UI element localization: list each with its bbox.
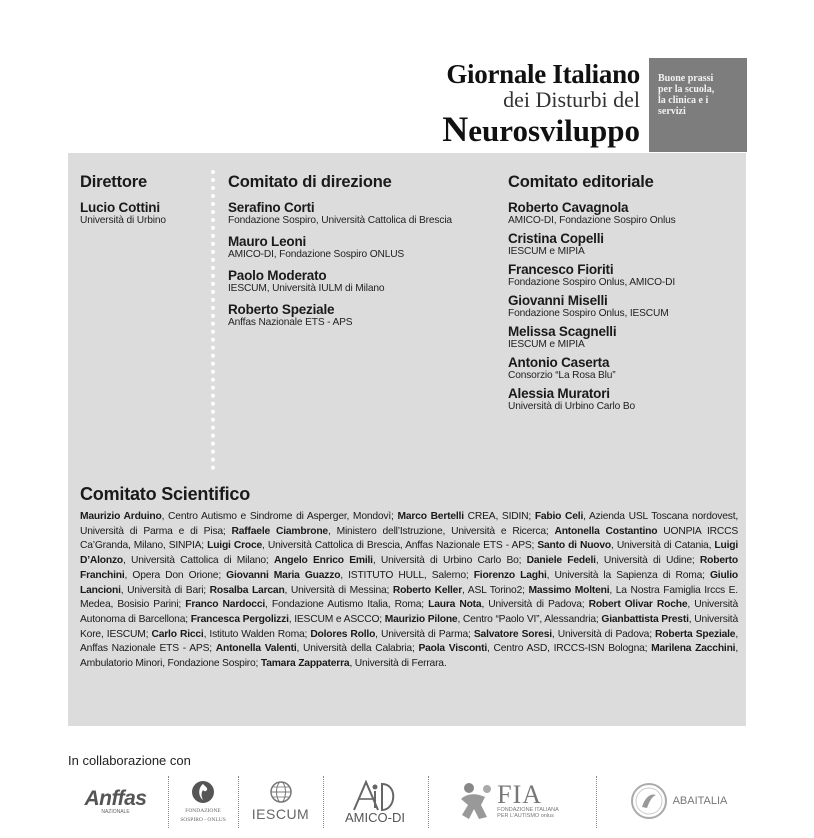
anffas-subtitle: NAZIONALE xyxy=(101,809,130,815)
comitato-editoriale-heading: Comitato editoriale xyxy=(508,173,654,191)
scientific-member-affiliation: , ISTITUTO HULL, Salerno; xyxy=(340,569,474,581)
person-name: Francesco Fioriti xyxy=(508,262,614,277)
masthead-line-3-rest: eurosviluppo xyxy=(468,113,640,148)
person-affiliation: Università di Urbino xyxy=(80,215,166,226)
tagline-line: Buone prassi xyxy=(658,73,714,84)
scientific-member-affiliation: UONPIA IRCCS Ca’Granda, Milano, SINPIA; xyxy=(80,525,739,552)
scientific-member-affiliation: , Università Cattolica di Brescia, Anffas Nazionale ETS - APS; xyxy=(262,540,538,552)
scientific-member-affiliation: , Centro “Paolo VI”, Alessandria; xyxy=(457,613,602,625)
person-affiliation: Anffas Nazionale ETS - APS xyxy=(228,317,353,328)
scientific-member-affiliation: , Università Kore, IESCUM; xyxy=(80,613,738,640)
scientific-member-name: Marco Bertelli xyxy=(397,511,464,522)
fia-puzzle-figure-icon xyxy=(457,779,497,823)
fia-caption-2: PER L'AUTISMO onlus xyxy=(497,813,554,819)
logo-separator xyxy=(596,776,597,828)
journal-masthead xyxy=(400,60,640,148)
sospiro-caption-1: FONDAZIONE xyxy=(185,808,221,814)
comitato-direzione-column xyxy=(228,172,498,336)
scientific-member-name: Tamara Zappaterra xyxy=(260,658,350,670)
scientific-member-name: Santo di Nuovo xyxy=(537,540,612,552)
scientific-member-name: Angelo Enrico Emili xyxy=(273,555,373,567)
person-entry xyxy=(508,355,740,382)
person-name: Antonio Caserta xyxy=(508,355,610,370)
scientific-member-name: Roberto Franchini xyxy=(80,555,738,581)
scientific-member-affiliation: , Ministero dell’Istruzione, Università e Ricerca; xyxy=(327,525,555,537)
scientific-member-name: Luigi D’Alonzo xyxy=(80,540,738,567)
scientific-member-name: Antonella Costantino xyxy=(554,525,658,537)
anffas-wordmark: Anffas xyxy=(84,787,147,810)
person-entry xyxy=(508,262,740,289)
scientific-member-name: Dolores Rollo xyxy=(310,628,376,640)
comitato-direzione-heading: Comitato di direzione xyxy=(228,173,392,191)
comitato-scientifico-heading: Comitato Scientifico xyxy=(80,484,251,504)
person-entry xyxy=(228,200,498,227)
comitato-scientifico-list xyxy=(80,510,738,672)
scientific-member-affiliation: , ASL Torino2; xyxy=(462,584,529,596)
masthead-initial: N xyxy=(442,109,469,149)
scientific-member-name: Francesca Pergolizzi xyxy=(190,613,289,625)
masthead-line-3 xyxy=(400,109,640,149)
iescum-wordmark: IESCUM xyxy=(251,806,310,822)
person-entry xyxy=(508,386,740,413)
person-name: Lucio Cottini xyxy=(80,200,160,215)
scientific-member-affiliation: , Università Autonoma di Barcellona; xyxy=(80,599,738,625)
logo-separator xyxy=(168,776,169,828)
scientific-member-name: Paola Visconti xyxy=(418,643,488,655)
scientific-member-affiliation: , Università di Udine; xyxy=(595,555,700,567)
scientific-member-name: Maurizio Arduino xyxy=(80,511,162,522)
anffas-logo xyxy=(68,770,163,832)
scientific-member-affiliation: , Istituto Walden Roma; xyxy=(203,628,311,640)
iescum-logo xyxy=(243,770,318,832)
fia-caption-1: FONDAZIONE ITALIANA xyxy=(497,807,559,813)
person-affiliation: Fondazione Sospiro, Università Cattolica di Brescia xyxy=(228,215,452,226)
person-entry xyxy=(228,234,498,261)
scientific-member-name: Salvatore Soresi xyxy=(473,628,552,640)
scientific-member-affiliation: , Università di Parma; xyxy=(375,628,474,640)
scientific-member-name: Rosalba Larcan xyxy=(209,584,285,596)
scientific-member-affiliation: , Centro ASD, IRCCS-ISN Bologna; xyxy=(487,643,652,655)
amico-di-logo xyxy=(330,770,420,832)
scientific-member-affiliation: , IESCUM e ASCCO; xyxy=(288,613,385,625)
person-entry xyxy=(508,200,740,227)
fia-logo xyxy=(438,770,578,832)
scientific-member-name: Fiorenzo Laghi xyxy=(473,569,547,581)
person-entry xyxy=(508,324,740,351)
scientific-member-affiliation: , Ambulatorio Minori, Fondazione Sospiro; xyxy=(80,643,738,670)
person-entry xyxy=(508,293,740,320)
tagline-box xyxy=(649,58,747,152)
scientific-member-name: Giulio Lancioni xyxy=(80,569,738,596)
scientific-member-affiliation: , Università di Messina; xyxy=(284,584,393,596)
person-name: Mauro Leoni xyxy=(228,234,307,249)
scientific-member-name: Raffaele Ciambrone xyxy=(231,525,328,537)
person-affiliation: IESCUM e MIPIA xyxy=(508,339,585,350)
person-affiliation: IESCUM e MIPIA xyxy=(508,246,585,257)
scientific-member-affiliation: , Università della Calabria; xyxy=(296,643,419,655)
scientific-member-affiliation: , Università di Bari; xyxy=(120,584,210,596)
scientific-member-affiliation: , Università di Urbino Carlo Bo; xyxy=(372,555,527,567)
fia-wordmark: FIA xyxy=(497,780,543,809)
scientific-member-name: Roberto Keller xyxy=(392,584,463,596)
logo-separator xyxy=(428,776,429,828)
scientific-member-affiliation: , Fondazione Autismo Italia, Roma; xyxy=(265,599,429,611)
direttore-heading: Direttore xyxy=(80,173,147,191)
person-affiliation: Fondazione Sospiro Onlus, IESCUM xyxy=(508,308,669,319)
scientific-member-name: Gianbattista Presti xyxy=(601,613,689,625)
scientific-member-affiliation: , Università di Padova; xyxy=(551,628,656,640)
scientific-member-affiliation: , Università Cattolica di Milano; xyxy=(123,555,274,567)
person-name: Giovanni Miselli xyxy=(508,293,608,308)
scientific-member-name: Marilena Zacchini xyxy=(651,643,736,655)
amico-mark-icon xyxy=(350,778,400,812)
sospiro-mark-icon xyxy=(190,779,216,805)
scientific-member-name: Giovanni Maria Guazzo xyxy=(226,569,341,581)
scientific-member-affiliation: , Università di Padova; xyxy=(481,599,589,611)
person-affiliation: Fondazione Sospiro Onlus, AMICO-DI xyxy=(508,277,676,288)
person-name: Roberto Speziale xyxy=(228,302,335,317)
scientific-member-affiliation: , Università la Sapienza di Roma; xyxy=(546,569,710,581)
tagline-line: per la scuola, xyxy=(658,84,715,95)
masthead-line-1: Giornale Italiano xyxy=(446,59,640,89)
person-affiliation: IESCUM, Università IULM di Milano xyxy=(228,283,385,294)
scientific-member-affiliation: , Azienda USL Toscana nordovest, Università di Parma e di Pisa; xyxy=(80,511,739,537)
scientific-member-name: Carlo Ricci xyxy=(151,628,204,640)
amico-wordmark: AMICO-DI xyxy=(345,809,405,825)
person-entry xyxy=(228,268,498,295)
abaitalia-mark-icon xyxy=(629,781,669,821)
scientific-member-name: Massimo Molteni xyxy=(528,584,610,596)
person-entry xyxy=(508,231,740,258)
logo-separator xyxy=(323,776,324,828)
comitato-editoriale-column xyxy=(508,172,740,417)
scientific-member-name: Daniele Fedeli xyxy=(526,555,596,567)
person-name: Melissa Scagnelli xyxy=(508,324,617,339)
scientific-member-affiliation: CREA, SIDIN; xyxy=(463,511,535,522)
tagline-line: servizi xyxy=(658,106,686,117)
abaitalia-wordmark: ABAITALIA xyxy=(672,795,728,807)
scientific-member-name: Robert Olivar Roche xyxy=(588,599,688,611)
scientific-member-affiliation: , Anffas Nazionale ETS - APS; xyxy=(80,628,738,655)
scientific-member-name: Maurizio Pilone xyxy=(384,613,458,625)
person-name: Paolo Moderato xyxy=(228,268,327,283)
scientific-member-name: Fabio Celi xyxy=(534,511,584,522)
person-name: Roberto Cavagnola xyxy=(508,200,629,215)
collaborazione-label: In collaborazione con xyxy=(68,753,191,768)
dotted-divider xyxy=(211,170,215,470)
abaitalia-logo xyxy=(608,770,748,832)
person-affiliation: Consorzio “La Rosa Blu” xyxy=(508,370,616,381)
sospiro-caption-2: SOSPIRO - ONLUS xyxy=(180,817,226,823)
scientific-member-name: Laura Nota xyxy=(428,599,482,611)
person-affiliation: Università di Urbino Carlo Bo xyxy=(508,401,636,412)
logo-separator xyxy=(238,776,239,828)
masthead-line-2: dei Disturbi del xyxy=(503,87,640,112)
scientific-member-name: Franco Nardocci xyxy=(185,599,266,611)
partner-logos xyxy=(68,770,758,832)
person-name: Cristina Copelli xyxy=(508,231,604,246)
scientific-member-name: Antonella Valenti xyxy=(215,643,297,655)
tagline-line: la clinica e i xyxy=(658,95,709,106)
person-affiliation: AMICO-DI, Fondazione Sospiro Onlus xyxy=(508,215,676,226)
scientific-member-name: Luigi Croce xyxy=(207,540,263,552)
scientific-member-name: Roberta Speziale xyxy=(655,628,736,640)
scientific-member-affiliation: , Centro Autismo e Sindrome di Asperger, Mondovì; xyxy=(161,511,398,522)
scientific-member-affiliation: , Università di Catania, xyxy=(611,540,715,552)
scientific-member-affiliation: , Opera Don Orione; xyxy=(124,569,227,581)
person-entry xyxy=(80,200,208,227)
scientific-member-affiliation: , La Nostra Famiglia Irccs E. Medea, Bosisio Parini; xyxy=(80,584,738,611)
iescum-globe-icon xyxy=(266,780,296,804)
person-name: Alessia Muratori xyxy=(508,386,610,401)
scientific-member-affiliation: , Università di Ferrara. xyxy=(349,658,447,670)
sospiro-logo xyxy=(173,770,233,832)
person-name: Serafino Corti xyxy=(228,200,315,215)
direttore-column xyxy=(80,172,208,234)
person-entry xyxy=(228,302,498,329)
person-affiliation: AMICO-DI, Fondazione Sospiro ONLUS xyxy=(228,249,405,260)
